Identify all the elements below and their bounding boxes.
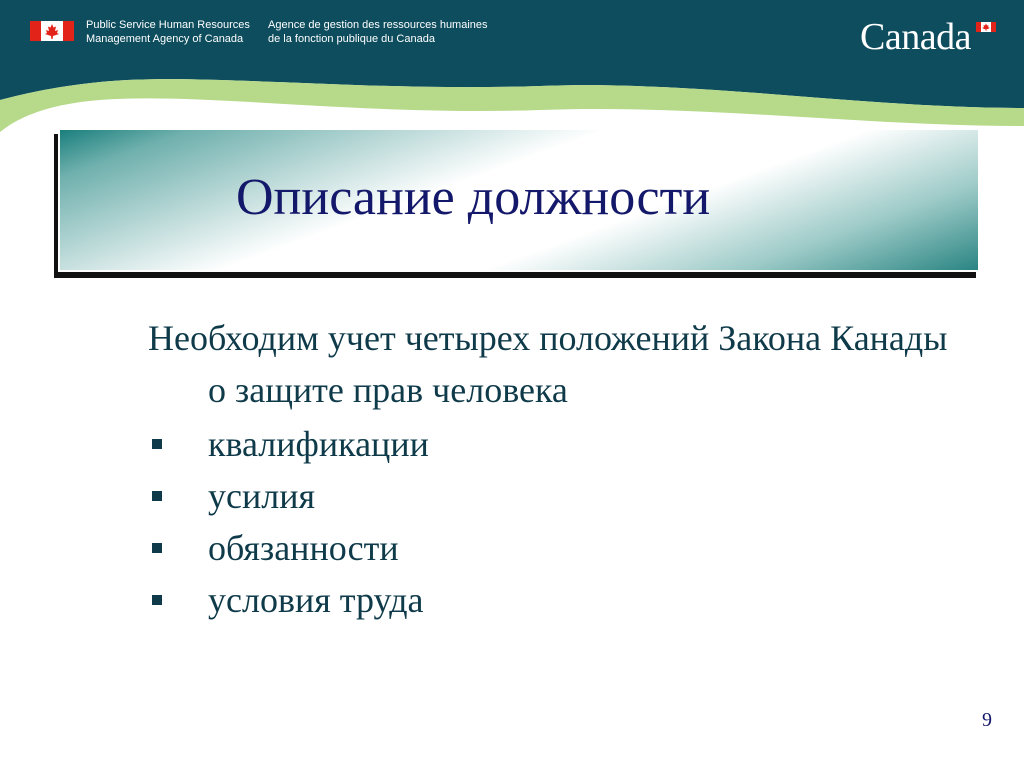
bullet-text: условия труда [208, 580, 424, 620]
bullet-item [148, 418, 948, 470]
agency-name-french [268, 18, 488, 46]
bullet-item [148, 470, 948, 522]
agency-en-line1: Public Service Human Resources [86, 19, 250, 31]
canada-flag-icon [30, 21, 74, 41]
title-box [58, 128, 980, 272]
wordmark-flag-icon [976, 22, 996, 32]
canada-wordmark: Canada [860, 16, 971, 58]
agency-name-english [86, 18, 250, 46]
slide-content [148, 312, 948, 626]
agency-fr-line2: de la fonction publique du Canada [268, 33, 435, 45]
bullet-icon [152, 491, 162, 501]
agency-fr-line1: Agence de gestion des ressources humaines [268, 19, 488, 31]
bullet-text: квалификации [208, 424, 429, 464]
bullet-list [148, 418, 948, 626]
bullet-text: усилия [208, 476, 316, 516]
bullet-item [148, 522, 948, 574]
bullet-text: обязанности [208, 528, 399, 568]
bullet-item [148, 574, 948, 626]
agency-en-line2: Management Agency of Canada [86, 33, 244, 45]
intro-text: Необходим учет четырех положений Закона Канады о защите прав человека [148, 318, 948, 410]
slide-title: Описание должности [236, 169, 711, 226]
bullet-icon [152, 439, 162, 449]
bullet-icon [152, 595, 162, 605]
bullet-icon [152, 543, 162, 553]
page-number: 9 [982, 709, 992, 731]
